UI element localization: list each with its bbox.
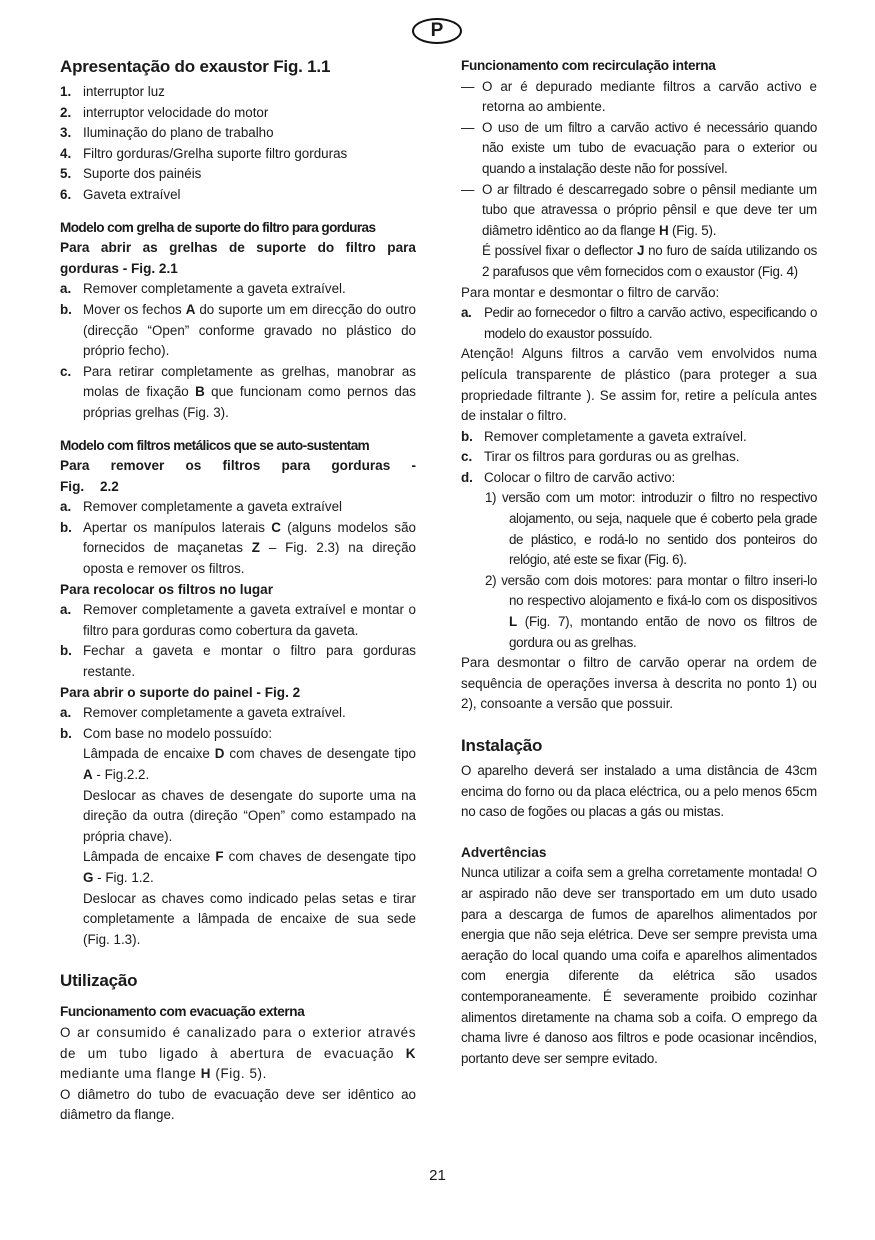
list-item: 3. Iluminação do plano de trabalho xyxy=(60,125,274,141)
list-item: 4. Filtro gorduras/Grelha suporte filtro gorduras xyxy=(60,145,348,161)
paragraph: Atenção! Alguns filtros a carvão vem envolvidos numa película transparente de plástico (para proteger a sua propriedade filtrante ). Se assim for, retire a película antes de instalar o filtro. xyxy=(461,346,817,424)
page-number: 21 xyxy=(429,1167,446,1184)
list-item: a. Remover completamente a gaveta extraível e montar o filtro para gorduras como cobertura da gaveta. xyxy=(60,602,416,638)
list-item: b. Apertar os manípulos laterais C (alguns modelos são fornecidos de maçanetas Z – Fig. 2.3) na direção oposta e remover os filtros. xyxy=(60,519,416,577)
parts-list xyxy=(60,82,416,206)
list-item: 2. interruptor velocidade do motor xyxy=(60,104,269,120)
list-item: b. Remover completamente a gaveta extraível. xyxy=(461,428,747,444)
paragraph: O aparelho deverá ser instalado a uma distância de 43cm encima do forno ou da placa eléctrica, ou a pelo menos 65cm no caso de fogões ou placas a gás ou mistas. xyxy=(461,763,817,820)
right-column xyxy=(461,56,817,1069)
paragraph: Para montar e desmontar o filtro de carvão: xyxy=(461,284,720,300)
heading-open-panel: Para abrir o suporte do painel - Fig. 2 xyxy=(60,684,301,700)
paragraph: Deslocar as chaves de desengate do suporte uma na direção da outra (direção “Open” como estampado na própria chave). xyxy=(83,787,416,844)
heading-open-grilles: Para abrir as grelhas de suporte do filtro para gorduras - Fig. 2.1 xyxy=(60,240,416,276)
section-title-usage: Utilização xyxy=(60,971,138,991)
paragraph: O diâmetro do tubo de evacuação deve ser idêntico ao diâmetro da flange. xyxy=(60,1086,416,1123)
paragraph: O ar consumido é canalizado para o exterior através de um tubo ligado à abertura de evacuação K mediante uma flange H (Fig. 5). xyxy=(60,1024,416,1082)
paragraph: Lâmpada de encaixe D com chaves de desengate tipo A - Fig.2.2. xyxy=(83,746,416,782)
paragraph: Deslocar as chaves como indicado pelas setas e tirar completamente a lâmpada de encaixe de sua sede (Fig. 1.3). xyxy=(83,890,416,947)
list-item: 6. Gaveta extraível xyxy=(60,186,181,202)
list-item: b. Fechar a gaveta e montar o filtro para gorduras restante. xyxy=(60,643,416,680)
left-column xyxy=(60,56,416,1126)
paragraph: É possível fixar o deflector J no furo de saída utilizando os 2 parafusos que vêm fornecidos com o exaustor (Fig. 4) xyxy=(482,243,817,279)
language-badge: P xyxy=(412,18,462,44)
heading-external-evacuation: Funcionamento com evacuação externa xyxy=(60,1004,305,1020)
list-item: c. Tirar os filtros para gorduras ou as grelhas. xyxy=(461,449,740,465)
section-title-installation: Instalação xyxy=(461,736,543,755)
paragraph: Lâmpada de encaixe F com chaves de desengate tipo G - Fig. 1.2. xyxy=(83,849,416,885)
list-item: a. Pedir ao fornecedor o filtro a carvão activo, especificando o modelo do exaustor possuído. xyxy=(461,305,817,341)
list-item: c. Para retirar completamente as grelhas, manobrar as molas de fixação B que funcionam como pernos das próprias grelhas (Fig. 3). xyxy=(60,363,416,420)
heading-warnings: Advertências xyxy=(461,844,547,860)
list-item: — O ar filtrado é descarregado sobre o pênsil mediante um tubo que atravessa o próprio pênsil e que deve ter um diâmetro idêntico ao da flange H (Fig. 5). xyxy=(461,181,817,238)
list-item: a. Remover completamente a gaveta extraível. xyxy=(60,705,346,721)
section-title-presentation: Apresentação do exaustor Fig. 1.1 xyxy=(60,57,331,76)
list-item: a. Remover completamente a gaveta extraível. xyxy=(60,281,346,297)
list-item: a. Remover completamente a gaveta extraível xyxy=(60,499,343,515)
list-item: d. Colocar o filtro de carvão activo: xyxy=(461,469,676,485)
list-item: b. Mover os fechos A do suporte um em direcção do outro (direcção “Open” conforme gravado no plástico do próprio fecho). xyxy=(60,301,416,359)
list-item: b. Com base no modelo possuído: xyxy=(60,725,273,741)
heading-replace-filters: Para recolocar os filtros no lugar xyxy=(60,581,274,597)
paragraph: 1) versão com um motor: introduzir o filtro no respectivo alojamento, ou seja, naquele que é coberto pela grade de plástico, e rodá-lo no sentido dos ponteiros do relógio, até este se fixar (Fig. 6). xyxy=(485,490,817,568)
list-item: 5. Suporte dos painéis xyxy=(60,166,202,182)
list-item: 1. interruptor luz xyxy=(60,84,165,99)
list-item: — O ar é depurado mediante filtros a carvão activo e retorna ao ambiente. xyxy=(461,78,817,115)
paragraph: 2) versão com dois motores: para montar o filtro inseri-lo no respectivo alojamento e fixá-lo com os dispositivos L (Fig. 7), montando então de novo os filtros de gordura ou as grelhas. xyxy=(485,572,817,650)
heading-metal-filters: Modelo com filtros metálicos que se auto-sustentam xyxy=(60,437,370,453)
paragraph: Nunca utilizar a coifa sem a grelha corretamente montada! O ar aspirado não deve ser transportado em um duto usado para a descarga de fumos de aparelhos alimentados por energia que não seja elétrica. Deve ser sempre prevista uma aeração do local quando uma coifa e aparelhos alimentados com energia diferente da elétrica são usados contemporaneamente. É severamente proibido cozinhar alimentos diretamente na chama sob a coifa. O emprego da chama livre é danoso aos filtros e pode ocasionar incêndios, portanto deve ser sempre evitado. xyxy=(461,865,817,1066)
paragraph: Para desmontar o filtro de carvão operar na ordem de sequência de operações inversa à descrita no ponto 1) ou 2), consoante a versão que possuir. xyxy=(461,655,817,712)
heading-remove-filters: Para remover os filtros para gorduras - Fig. 2.2 xyxy=(60,458,416,494)
list-item: — O uso de um filtro a carvão activo é necessário quando não existe um tubo de evacuação para o exterior ou quando a instalação deste não for possível. xyxy=(461,119,817,176)
heading-recirculation: Funcionamento com recirculação interna xyxy=(461,58,716,73)
heading-grille-model: Modelo com grelha de suporte do filtro para gorduras xyxy=(60,219,376,235)
